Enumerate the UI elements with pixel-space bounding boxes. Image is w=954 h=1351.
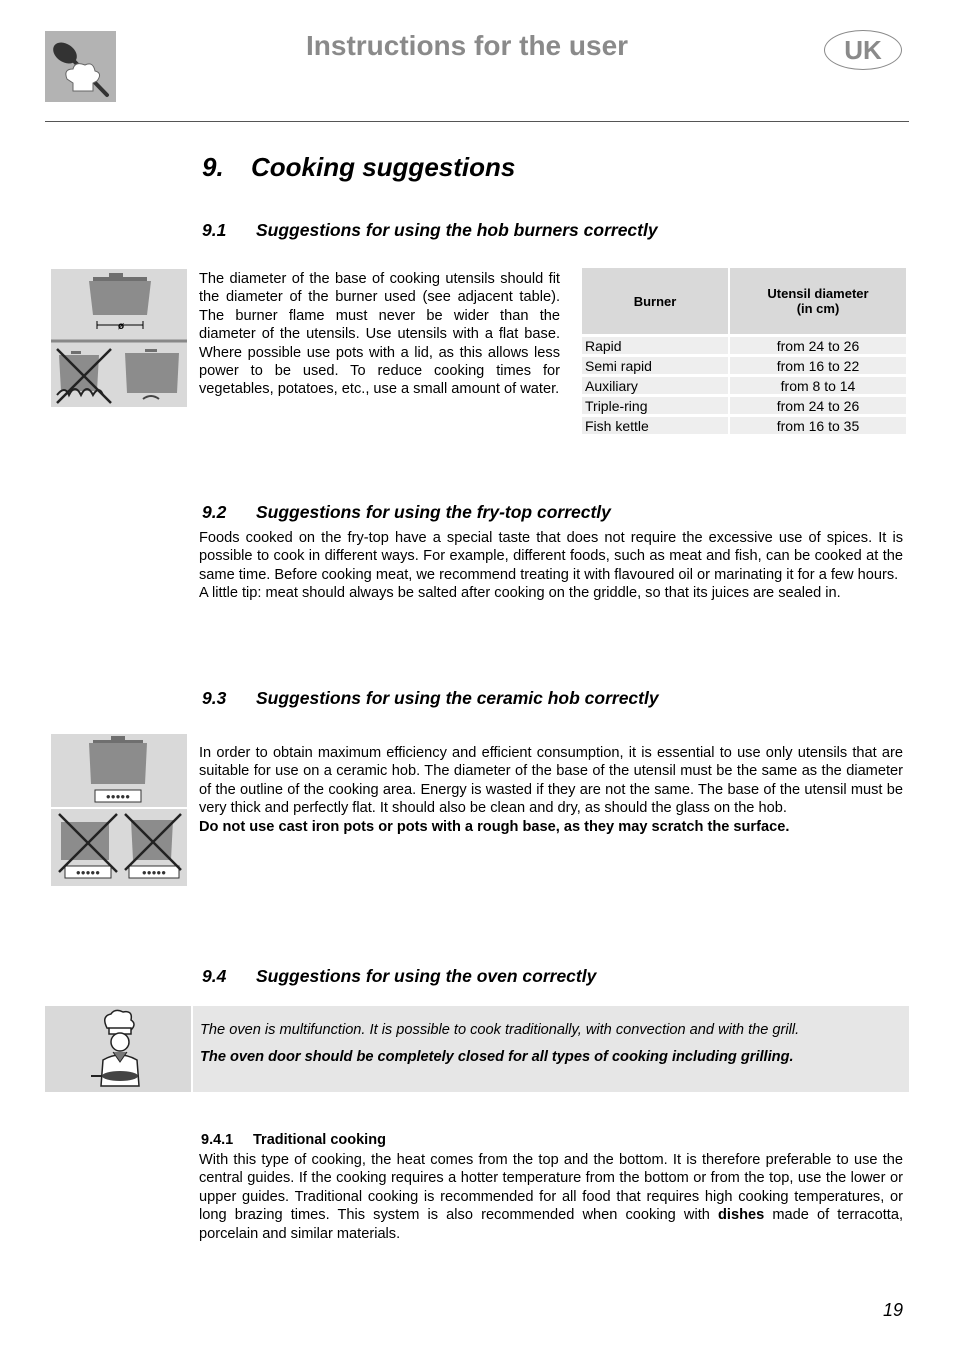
traditional-cooking-paragraph	[199, 1151, 903, 1243]
subsection-title: Suggestions for using the oven correctly	[256, 966, 597, 986]
oven-note-door-closed: The oven door should be completely closed for all types of cooking including grilling.	[200, 1049, 794, 1065]
document-title: Instructions for the user	[306, 30, 629, 61]
burner-name: Triple-ring	[582, 397, 728, 417]
logo	[45, 31, 116, 102]
subsection-number: 9.1	[202, 220, 227, 240]
fry-top-tip: A little tip: meat should always be salted after cooking on the griddle, so that its juices are sealed in.	[199, 585, 841, 602]
ceramic-hob-warning: Do not use cast iron pots or pots with a rough base, as they may scratch the surface.	[199, 818, 790, 835]
svg-text:●●●●●: ●●●●●	[141, 868, 167, 877]
chef-illustration-panel	[45, 1006, 191, 1092]
subsection-heading-9-3	[202, 688, 659, 709]
diameter-symbol: ø	[117, 321, 125, 332]
section-heading	[202, 152, 515, 183]
utensil-diameter: from 24 to 26	[730, 334, 906, 357]
table-row	[582, 357, 906, 377]
chef-icon	[45, 1006, 191, 1092]
subsection-title: Suggestions for using the fry-top correctly	[256, 502, 611, 522]
subsection-heading-9-4	[202, 966, 596, 987]
table-row	[582, 417, 906, 437]
table-row	[582, 397, 906, 417]
subsection-number: 9.2	[202, 502, 227, 522]
utensil-diameter: from 16 to 35	[730, 417, 906, 437]
table-header-burner: Burner	[582, 268, 728, 334]
subsection-number: 9.3	[202, 688, 227, 708]
spoon-and-chef-hat-logo	[45, 31, 116, 102]
svg-text:●●●●●: ●●●●●	[105, 792, 131, 801]
traditional-cooking-text-bold: dishes	[718, 1207, 765, 1224]
oven-note-multifunction: The oven is multifunction. It is possible to cook traditionally, with convection and with the grill.	[200, 1022, 800, 1038]
subsection-heading-9-1	[202, 220, 658, 241]
traditional-cooking-text-a: With this type of cooking, the heat comes from the top and the bottom. It is therefore preferable to use the central guides. If the cooking requires a hotter temperature from the bottom or from the top, use the lower or upper guides. Traditional cooking is recommended for all food that requires high cooking temperatures, or long brazing times. This system is also recommended when cooking with	[199, 1152, 903, 1224]
fry-top-text	[199, 529, 903, 603]
burner-name: Fish kettle	[582, 417, 728, 437]
subsubsection-title: Traditional cooking	[253, 1132, 386, 1148]
language-badge: UK	[824, 30, 902, 70]
ceramic-hob-illustration	[51, 734, 187, 886]
fry-top-paragraph: Foods cooked on the fry-top have a special taste that does not require the excessive use of spices. It is possible to cook in different ways. For example, different foods, such as meat and fish, can be cooked at the same time. Before cooking meat, we recommend treating it with flavoured oil or marinating it for a few hours.	[199, 530, 903, 583]
page-number: 19	[883, 1300, 904, 1320]
subsection-title: Suggestions for using the ceramic hob correctly	[256, 688, 659, 708]
section-number: 9.	[202, 152, 224, 182]
burner-name: Auxiliary	[582, 377, 728, 397]
table-header-diameter	[730, 268, 906, 334]
table-row	[582, 334, 906, 357]
section-title: Cooking suggestions	[251, 152, 516, 182]
subsection-heading-9-2	[202, 502, 611, 523]
utensil-diameter: from 16 to 22	[730, 357, 906, 377]
burner-name: Rapid	[582, 334, 728, 357]
oven-note-box	[193, 1006, 909, 1092]
traditional-cooking-text-b: made of terracotta, porcelain and similar materials.	[199, 1207, 903, 1242]
svg-text:●●●●●: ●●●●●	[75, 868, 101, 877]
subsubsection-number: 9.4.1	[201, 1132, 234, 1148]
hob-burner-paragraph: The diameter of the base of cooking utensils should fit the diameter of the burner used (see adjacent table). The burner flame must never be wider than the diameter of the utensils. Use utensils with a flat base. Where possible use pots with a lid, as this allows less power to be used. To reduce cooking times for vegetables, potatoes, etc., use a small amount of water.	[199, 271, 560, 398]
header-divider	[45, 121, 909, 122]
table-header-diameter-line2: (in cm)	[796, 301, 840, 316]
subsection-number: 9.4	[202, 966, 227, 986]
ceramic-hob-paragraph: In order to obtain maximum efficiency and efficient consumption, it is essential to use only utensils that are suitable for use on a ceramic hob. The diameter of the base of the utensil must be the same as the diameter of the outline of the cooking area. Energy is wasted if they are not the same. The base of the utensil must be very thick and perfectly flat. It should also be clean and dry, as should the glass on the hob.	[199, 745, 903, 817]
table-row	[582, 377, 906, 397]
ceramic-hob-text	[199, 744, 903, 836]
utensil-diameter: from 8 to 14	[730, 377, 906, 397]
subsubsection-heading-9-4-1	[201, 1132, 386, 1148]
hob-burner-illustration	[51, 269, 187, 407]
burner-diameter-table	[580, 268, 908, 437]
table-header-diameter-line1: Utensil diameter	[767, 286, 869, 301]
utensil-diameter: from 24 to 26	[730, 397, 906, 417]
subsection-title: Suggestions for using the hob burners correctly	[256, 220, 658, 240]
burner-name: Semi rapid	[582, 357, 728, 377]
